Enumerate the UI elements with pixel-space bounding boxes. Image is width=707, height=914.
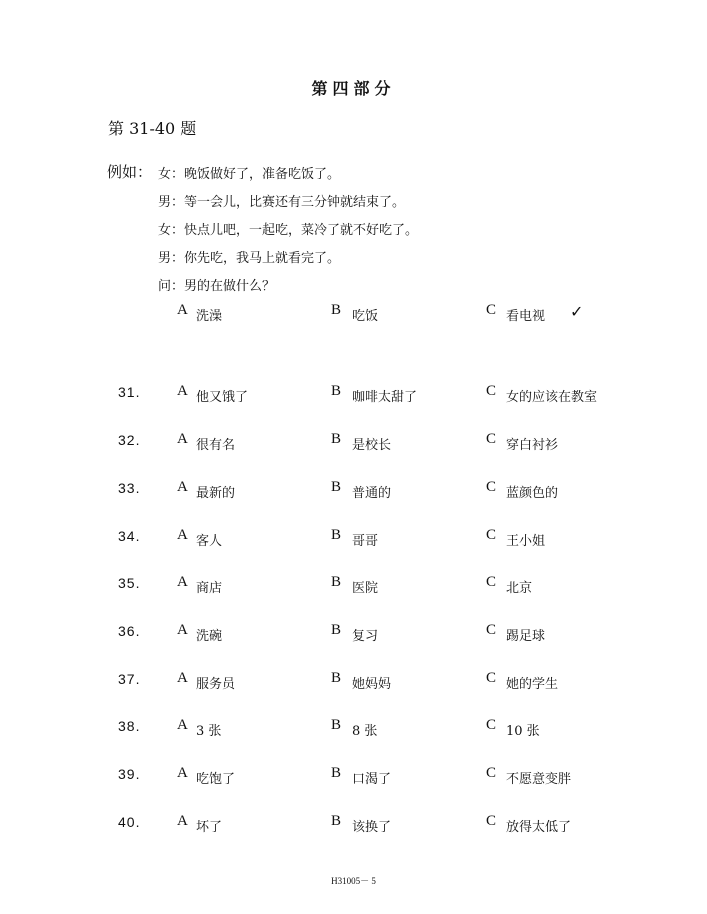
option-text: 该换了 (352, 820, 392, 835)
option-letter: C (486, 302, 497, 318)
option-letter: C (486, 383, 497, 399)
question-number: 38. (118, 718, 141, 734)
page-footer: H31005－ 5 (331, 876, 376, 886)
option-text: 洗碗 (196, 629, 223, 644)
option-letter: B (331, 383, 342, 399)
question-range: 第 31-40 题 (108, 119, 197, 138)
option-letter: B (331, 479, 342, 495)
dialog-line: 女：晚饭做好了，准备吃饭了。 (158, 167, 341, 182)
option-letter: B (331, 717, 342, 733)
option-text: 她的学生 (506, 677, 559, 692)
option-text: 咖啡太甜了 (352, 390, 418, 405)
question-number: 39. (118, 766, 141, 782)
check-mark-icon: ✓ (570, 302, 584, 321)
dialog-line: 男：你先吃，我马上就看完了。 (158, 251, 341, 266)
option-text: 商店 (196, 581, 223, 596)
option-text: 女的应该在教室 (506, 390, 598, 405)
option-letter: B (331, 527, 342, 543)
option-text: 3 张 (196, 724, 222, 739)
option-text: 踢足球 (506, 629, 546, 644)
option-letter: A (177, 765, 188, 781)
question-number: 33. (118, 480, 141, 496)
option-text: 她妈妈 (352, 677, 392, 692)
option-text: 普通的 (352, 486, 392, 501)
question-row (0, 813, 707, 833)
question-row (0, 717, 707, 737)
question-number: 36. (118, 623, 141, 639)
option-text: 吃饱了 (196, 772, 236, 787)
option-letter: A (177, 527, 188, 543)
option-text: 不愿意变胖 (506, 772, 572, 787)
option-text: 口渴了 (352, 772, 392, 787)
example-label: 例如： (107, 163, 153, 181)
option-letter: B (331, 302, 342, 318)
option-letter: C (486, 431, 497, 447)
option-letter: B (331, 670, 342, 686)
option-letter: C (486, 622, 497, 638)
option-text: 吃饭 (352, 309, 379, 324)
option-letter: C (486, 527, 497, 543)
option-text: 放得太低了 (506, 820, 572, 835)
option-text: 是校长 (352, 438, 392, 453)
dialog-line: 男：等一会儿，比赛还有三分钟就结束了。 (158, 195, 406, 210)
option-letter: B (331, 574, 342, 590)
option-letter: C (486, 574, 497, 590)
option-letter: A (177, 813, 188, 829)
option-text: 医院 (352, 581, 379, 596)
option-letter: A (177, 622, 188, 638)
option-letter: A (177, 574, 188, 590)
question-number: 32. (118, 432, 141, 448)
option-letter: B (331, 813, 342, 829)
question-row (0, 527, 707, 547)
question-number: 31. (118, 384, 141, 400)
option-letter: B (331, 431, 342, 447)
option-text: 8 张 (352, 724, 378, 739)
option-letter: A (177, 431, 188, 447)
option-text: 最新的 (196, 486, 236, 501)
option-text: 客人 (196, 534, 223, 549)
dialog-line: 女：快点儿吧，一起吃，菜冷了就不好吃了。 (158, 223, 419, 238)
question-row (0, 670, 707, 690)
option-letter: C (486, 670, 497, 686)
option-text: 洗澡 (196, 309, 223, 324)
section-title: 第四部分 (311, 79, 396, 98)
question-number: 34. (118, 528, 141, 544)
option-letter: A (177, 479, 188, 495)
question-row (0, 383, 707, 403)
option-letter: C (486, 717, 497, 733)
option-text: 哥哥 (352, 534, 379, 549)
question-row (0, 431, 707, 451)
option-letter: A (177, 717, 188, 733)
question-number: 35. (118, 575, 141, 591)
option-letter: C (486, 765, 497, 781)
option-text: 穿白衬衫 (506, 438, 559, 453)
option-text: 很有名 (196, 438, 236, 453)
option-letter: A (177, 670, 188, 686)
option-text: 10 张 (506, 724, 540, 739)
question-row (0, 622, 707, 642)
option-text: 蓝颜色的 (506, 486, 559, 501)
option-letter: C (486, 479, 497, 495)
option-text: 复习 (352, 629, 379, 644)
question-row (0, 574, 707, 594)
option-text: 王小姐 (506, 534, 546, 549)
question-number: 37. (118, 671, 141, 687)
option-text: 坏了 (196, 820, 223, 835)
option-letter: C (486, 813, 497, 829)
option-text: 服务员 (196, 677, 236, 692)
option-letter: B (331, 622, 342, 638)
question-number: 40. (118, 814, 141, 830)
question-row (0, 479, 707, 499)
option-letter: A (177, 302, 188, 318)
option-letter: B (331, 765, 342, 781)
question-row (0, 765, 707, 785)
option-text: 他又饿了 (196, 390, 249, 405)
dialog-line: 问：男的在做什么？ (158, 279, 276, 294)
option-letter: A (177, 383, 188, 399)
option-text: 看电视 (506, 309, 546, 324)
option-text: 北京 (506, 581, 533, 596)
